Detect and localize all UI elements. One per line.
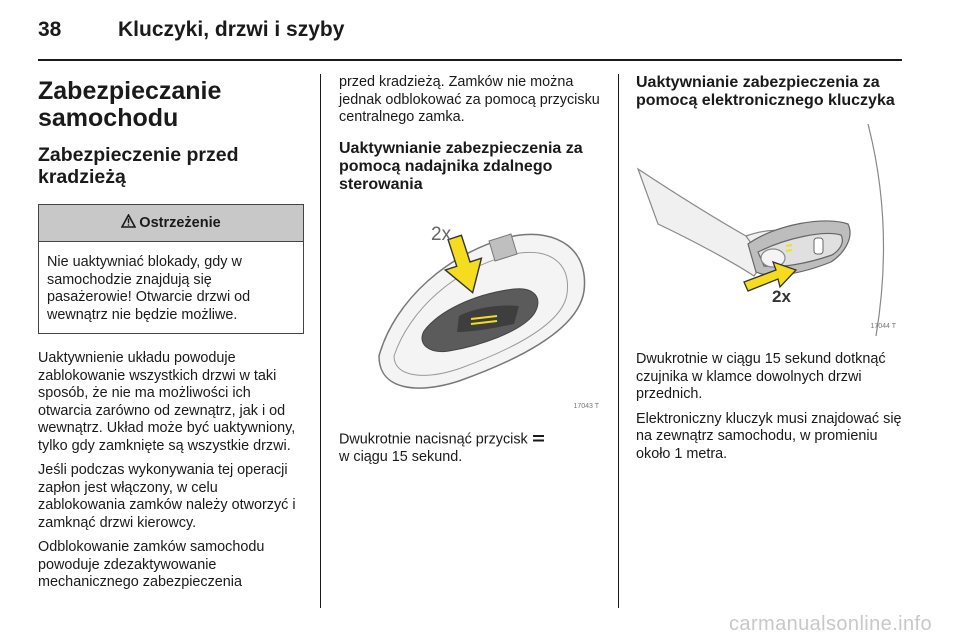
subsection-title: Uaktywnianie zabezpieczenia za pomocą nadajnika zdalnego sterowania [339, 139, 583, 193]
remote-key-press-illustration [339, 206, 605, 416]
warning-triangle-icon [121, 214, 136, 232]
body-paragraph: Uaktywnienie układu powoduje zablokowanie wszystkich drzwi w taki sposób, że nie ma możliwości ich otwarcia zarówno od zewnątrz, jak i od wewnątrz. Układ może być uaktywniony, tylko gdy zamknięte są wszystkie drzwi. [38, 350, 296, 454]
column-3 [636, 74, 904, 470]
column-2 [339, 74, 604, 473]
body-paragraph [339, 431, 604, 467]
touch-count-label: 2x [772, 287, 791, 306]
figure-code: 17044 T [870, 323, 896, 330]
body-paragraph: Odblokowanie zamków samochodu powoduje zdezaktywowanie mechanicznego zabezpieczenia [38, 539, 265, 590]
body-paragraph: przed kradzieżą. Zamków nie można jednak odblokować za pomocą przycisku centralnego zamka. [339, 74, 600, 125]
warning-box [38, 204, 304, 334]
subsection-title: Uaktywnianie zabezpieczenia za pomocą elektronicznego kluczyka [636, 74, 895, 109]
page-number: 38 [38, 18, 62, 41]
warning-body [39, 242, 303, 333]
body-paragraph: Jeśli podczas wykonywania tej operacji zapłon jest włączony, w celu zablokowania zamków należy otworzyć i zamknąć drzwi kierowcy. [38, 462, 296, 531]
header-rule [38, 59, 902, 61]
body-text: Dwukrotnie nacisnąć przycisk [339, 431, 528, 448]
body-paragraph: Elektroniczny kluczyk musi znajdować się na zewnątrz samochodu, w promieniu około 1 metra. [636, 410, 902, 462]
chapter-title: Kluczyki, drzwi i szyby [118, 18, 345, 41]
door-handle-figure [636, 124, 902, 336]
column-1 [38, 74, 304, 599]
lock-button-icon [532, 431, 545, 449]
body-paragraph: Dwukrotnie w ciągu 15 sekund dotknąć czujnika w klamce dowolnych drzwi przednich. [636, 351, 886, 402]
column-divider [618, 74, 619, 608]
warning-title: Ostrzeżenie [139, 215, 221, 231]
body-text: w ciągu 15 sekund. [339, 448, 463, 465]
subsection-title: Zabezpieczenie przed kradzieżą [38, 144, 239, 188]
warning-text: Nie uaktywniać blokady, gdy w samochodzie znajdują się pasażerowie! Otwarcie drzwi od wewnątrz nie będzie możliwe. [47, 254, 251, 323]
section-title: Zabezpieczanie samochodu [38, 77, 222, 132]
watermark: carmanualsonline.info [729, 613, 932, 635]
column-divider [320, 74, 321, 608]
press-count-label: 2x [431, 223, 452, 245]
door-handle-touch-illustration [636, 124, 902, 336]
figure-code: 17043 T [573, 402, 599, 410]
remote-key-figure [339, 206, 605, 416]
warning-header [39, 205, 303, 242]
